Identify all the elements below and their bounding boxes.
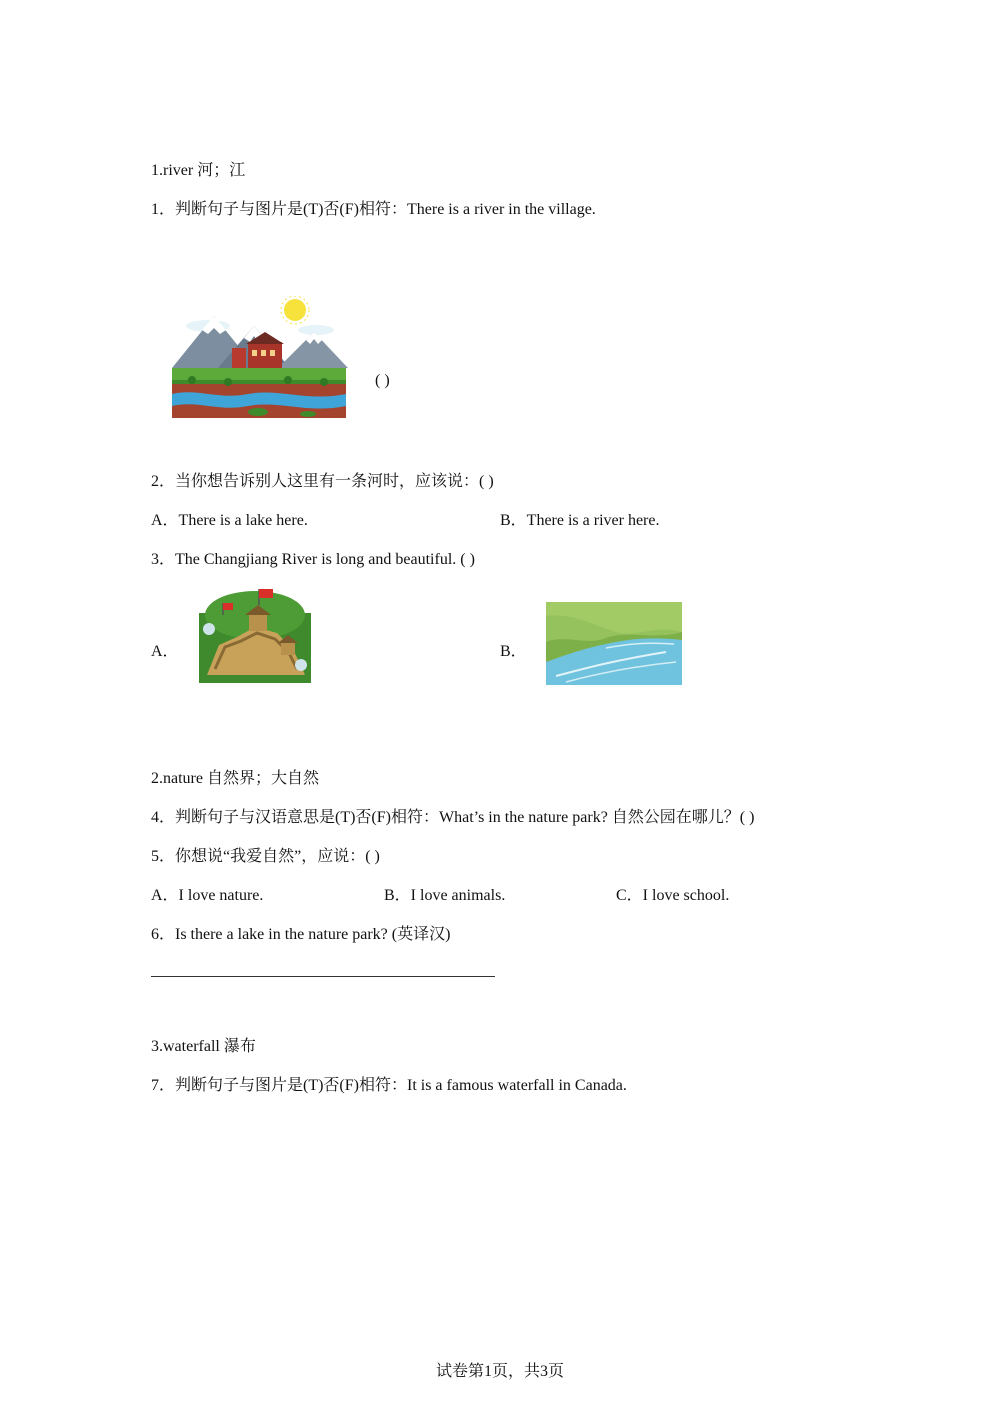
answer-line-q6[interactable] [151,976,495,977]
option-2a[interactable]: A．There is a lake here. [151,512,308,529]
section-heading-waterfall: 3.waterfall 瀑布 [151,1038,256,1055]
option-3b[interactable]: B． [500,643,527,660]
question-7: 7．判断句子与图片是(T)否(F)相符：It is a famous waterfall in Canada. [151,1077,627,1094]
question-1: 1．判断句子与图片是(T)否(F)相符：There is a river in the village. [151,201,596,218]
village-river-image [168,296,350,424]
option-3a[interactable]: A． [151,643,179,660]
great-wall-image [197,585,313,685]
river-valley-image [546,602,682,685]
question-4: 4．判断句子与汉语意思是(T)否(F)相符：What’s in the nature park? 自然公园在哪儿？( ) [151,809,755,826]
option-5c[interactable]: C．I love school. [616,887,730,904]
question-5: 5．你想说“我爱自然”，应说：( ) [151,848,380,865]
question-2: 2．当你想告诉别人这里有一条河时，应该说：( ) [151,473,494,490]
question-3: 3．The Changjiang River is long and beautiful. ( ) [151,551,475,568]
option-5b[interactable]: B．I love animals. [384,887,506,904]
option-2b[interactable]: B．There is a river here. [500,512,660,529]
option-5a[interactable]: A．I love nature. [151,887,264,904]
page-footer: 试卷第1页，共3页 [435,1363,564,1380]
answer-box-q1[interactable]: ( ) [375,372,390,389]
section-heading-nature: 2.nature 自然界；大自然 [151,770,319,787]
section-heading-river: 1.river 河；江 [151,162,246,179]
question-6: 6．Is there a lake in the nature park? (英译汉) [151,926,451,943]
